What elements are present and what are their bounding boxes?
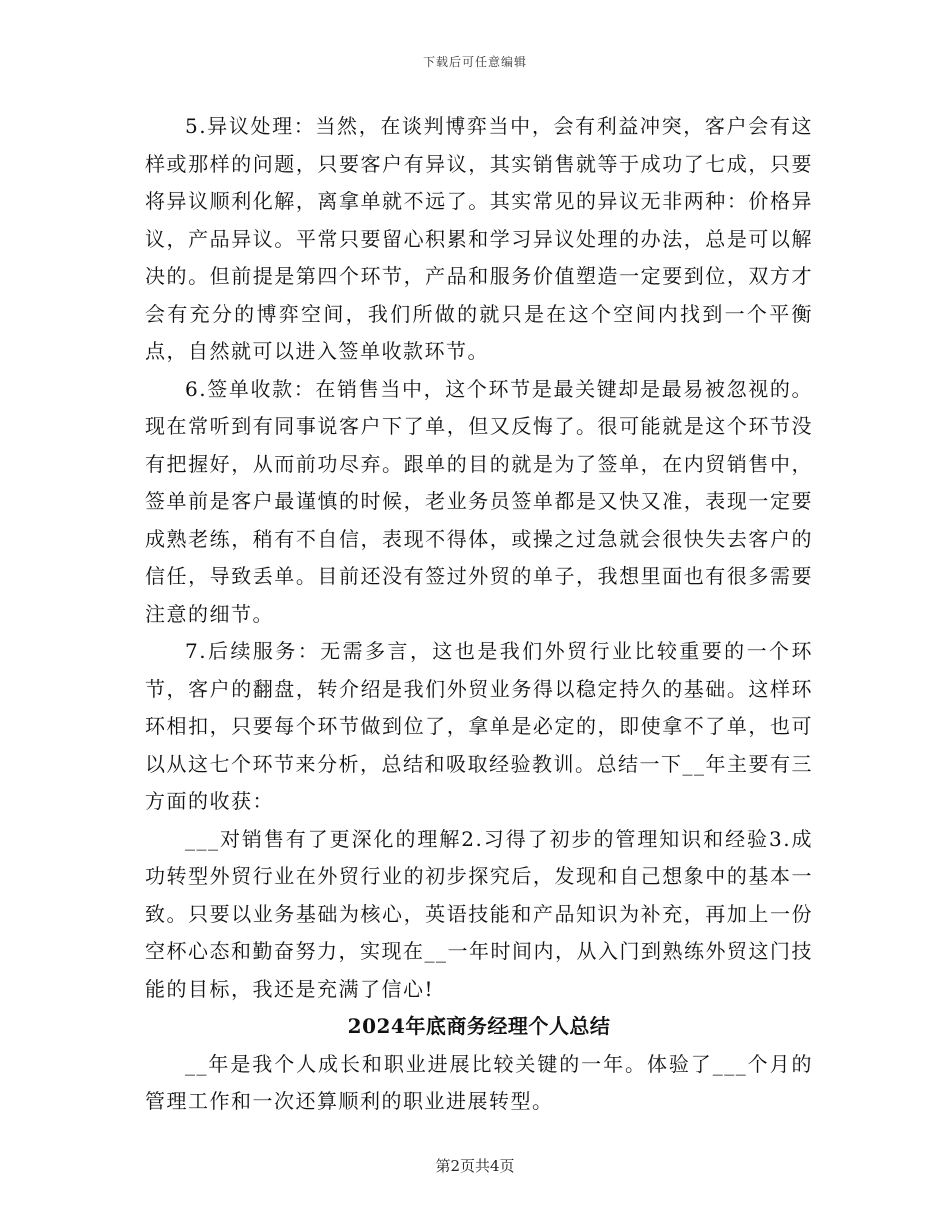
paragraph-closing: __年是我个人成长和职业进展比较关键的一年。体验了___个月的管理工作和一次还算顺利的职业进展转型。: [145, 1051, 813, 1113]
paragraph-after-service: 7.后续服务：无需多言，这也是我们外贸行业比较重要的一个环节，客户的翻盘，转介绍是我们外贸业务得以稳定持久的基础。这样环环相扣，只要每个环节做到位了，拿单是必定的，即使拿不了单，也可以从这七个环节来分析，总结和吸取经验教训。总结一下__年主要有三方面的收获：: [145, 639, 813, 813]
section-title: 2024年底商务经理个人总结: [347, 1014, 611, 1038]
paragraph-objection-handling: 5.异议处理：当然，在谈判博弈当中，会有利益冲突，客户会有这样或那样的问题，只要客户有异议，其实销售就等于成功了七成，只要将异议顺利化解，离拿单就不远了。其实常见的异议无非两种：价格异议，产品异议。平常只要留心积累和学习异议处理的办法，总是可以解决的。但前提是第四个环节，产品和服务价值塑造一定要到位，双方才会有充分的博弈空间，我们所做的就只是在这个空间内找到一个平衡点，自然就可以进入签单收款环节。: [145, 114, 813, 363]
page-number-footer: 第2页共4页: [435, 1157, 515, 1175]
paragraph-gains-summary: ___对销售有了更深化的理解2.习得了初步的管理知识和经验3.成功转型外贸行业在外贸行业的初步探究后，发现和自己想象中的基本一致。只要以业务基础为核心，英语技能和产品知识为补充，再加上一份空杯心态和勤奋努力，实现在__一年时间内，从入门到熟练外贸这门技能的目标，我还是充满了信心!: [145, 826, 813, 1001]
paragraph-signing-payment: 6.签单收款：在销售当中，这个环节是最关键却是最易被忽视的。现在常听到有同事说客户下了单，但又反悔了。很可能就是这个环节没有把握好，从而前功尽弃。跟单的目的就是为了签单，在内贸销售中，签单前是客户最谨慎的时候，老业务员签单都是又快又准，表现一定要成熟老练，稍有不自信，表现不得体，或操之过急就会很快失去客户的信任，导致丢单。目前还没有签过外贸的单子，我想里面也有很多需要注意的细节。: [145, 376, 813, 626]
document-body: [145, 108, 813, 1121]
page-header-note: 下载后可任意编辑: [422, 55, 527, 69]
